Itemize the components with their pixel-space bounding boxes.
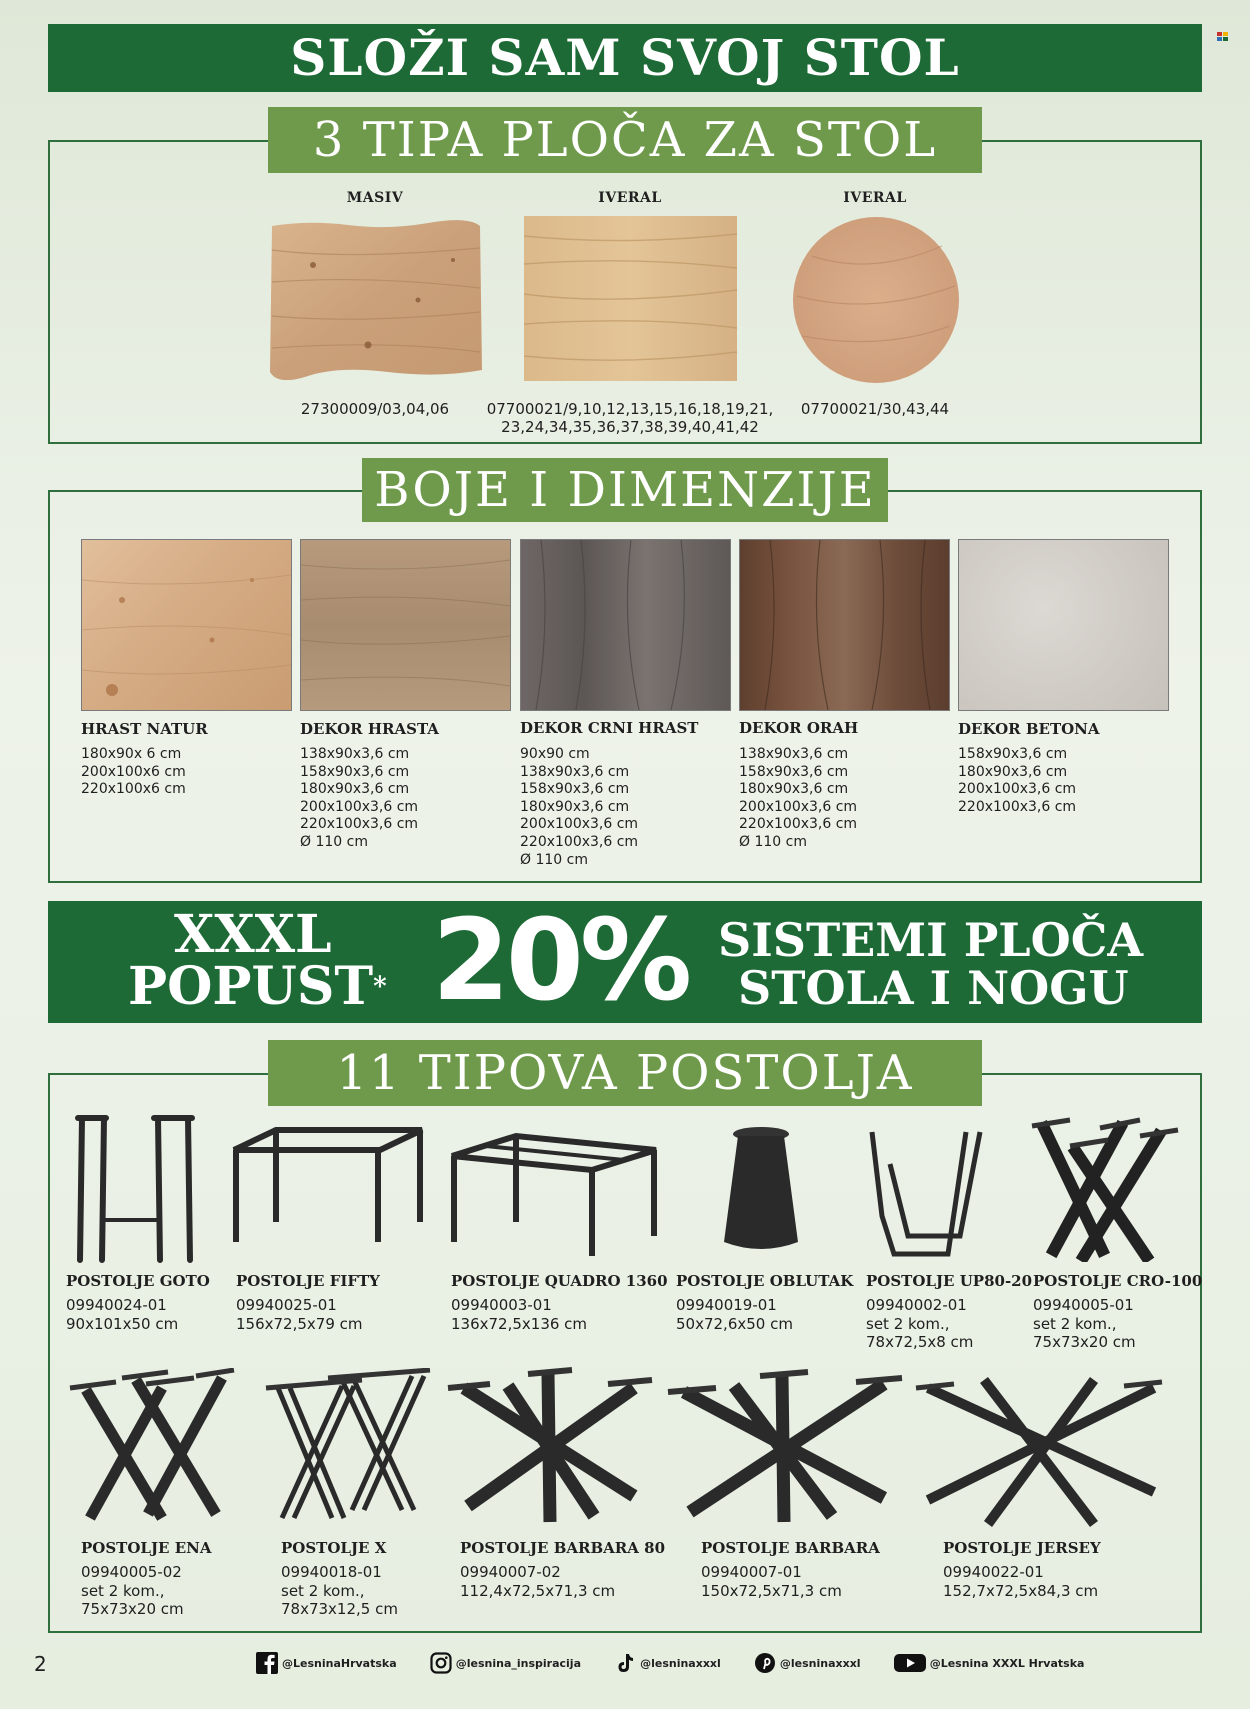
swatch-dims-dekor-orah: 138x90x3,6 cm 158x90x3,6 cm 180x90x3,6 cm 200x100x3,6 cm 220x100x3,6 cm Ø 110 cm [739,746,858,850]
leg-image-goto [66,1110,206,1265]
brand-mark-icon [1217,32,1229,42]
leg-oblutak [676,1272,853,1333]
boards-section-title-bar [268,107,982,173]
leg-name-ena: POSTOLJE ENA [81,1539,212,1557]
leg-image-fifty [228,1122,428,1252]
swatch-dekor-hrasta [300,539,511,711]
leg-code-oblutak: 09940019-01 [676,1296,777,1314]
leg-fifty [236,1272,380,1333]
leg-name-barbara-80: POSTOLJE BARBARA 80 [460,1539,666,1557]
swatch-dekor-crni-hrast [520,539,731,711]
leg-name-oblutak: POSTOLJE OBLUTAK [676,1272,854,1290]
leg-name-fifty: POSTOLJE FIFTY [236,1272,380,1290]
leg-x [281,1539,398,1619]
leg-image-barbara-80 [444,1366,654,1528]
page-header [48,24,1202,92]
leg-image-oblutak [716,1124,806,1256]
board-image-iveral-rect [524,216,737,381]
facebook-icon [256,1652,278,1674]
leg-cro-100 [1033,1272,1202,1352]
promo-banner [48,896,1202,1026]
leg-info-oblutak: 50x72,6x50 cm [676,1314,793,1333]
leg-info-x: set 2 kom., 78x73x12,5 cm [281,1581,398,1618]
swatch-name-dekor-orah: DEKOR ORAH [739,719,859,737]
promo-xxxl: XXXL [174,904,332,965]
board-image-iveral-round [792,216,960,384]
leg-name-jersey: POSTOLJE JERSEY [943,1539,1101,1557]
leg-name-cro-100: POSTOLJE CRO-100 [1033,1272,1203,1290]
leg-code-ena: 09940005-02 [81,1563,182,1581]
swatch-dekor-orah [739,539,950,711]
leg-code-jersey: 09940022-01 [943,1563,1044,1581]
board-code-iveral-rect: 07700021/9,10,12,13,15,16,18,19,21, 23,24,34,35,36,37,38,39,40,41,42 [486,400,774,436]
leg-code-goto: 09940024-01 [66,1296,167,1314]
leg-jersey [943,1539,1101,1600]
legs-section-title-bar [268,1040,982,1106]
leg-image-cro-100 [1030,1116,1180,1262]
leg-up80 [866,1272,1032,1352]
leg-code-barbara: 09940007-01 [701,1563,802,1581]
swatch-dekor-betona [958,539,1169,711]
leg-info-cro-100: set 2 kom., 75x73x20 cm [1033,1314,1136,1351]
leg-info-quadro: 136x72,5x136 cm [451,1314,588,1333]
swatch-name-dekor-betona: DEKOR BETONA [958,720,1100,738]
leg-goto [66,1272,210,1333]
leg-info-barbara-80: 112,4x72,5x71,3 cm [460,1581,616,1600]
leg-name-goto: POSTOLJE GOTO [66,1272,210,1290]
leg-code-fifty: 09940025-01 [236,1296,337,1314]
leg-info-up80: set 2 kom., 78x72,5x8 cm [866,1314,974,1351]
social-instagram[interactable] [430,1653,586,1672]
leg-info-jersey: 152,7x72,5x84,3 cm [943,1581,1099,1600]
leg-code-cro-100: 09940005-01 [1033,1296,1134,1314]
swatch-name-dekor-crni-hrast: DEKOR CRNI HRAST [520,719,699,737]
social-youtube[interactable] [894,1653,1085,1672]
leg-info-ena: set 2 kom., 75x73x20 cm [81,1581,184,1618]
swatch-dims-hrast-natur: 180x90x 6 cm 200x100x6 cm 220x100x6 cm [81,746,186,798]
swatch-dims-dekor-crni-hrast: 90x90 cm 138x90x3,6 cm 158x90x3,6 cm 180x90x3,6 cm 200x100x3,6 cm 220x100x3,6 cm Ø 110 cm [520,746,639,868]
leg-image-ena [66,1368,236,1528]
promo-percent: 20% [432,896,689,1026]
leg-barbara [701,1539,880,1600]
leg-quadro [451,1272,668,1333]
legs-section-title: 11 TIPOVA POSTOLJA [336,1045,914,1101]
swatch-hrast-natur [81,539,292,711]
swatch-dims-dekor-hrasta: 138x90x3,6 cm 158x90x3,6 cm 180x90x3,6 cm 200x100x3,6 cm 220x100x3,6 cm Ø 110 cm [300,746,419,850]
leg-image-x [262,1368,432,1528]
leg-image-jersey [914,1372,1164,1528]
leg-code-quadro: 09940003-01 [451,1296,552,1314]
board-label-iveral-round: IVERAL [843,190,907,206]
tiktok-handle: @lesninaxxxl [640,1656,721,1670]
tiktok-icon [614,1652,636,1674]
leg-image-up80 [868,1124,988,1262]
youtube-icon [894,1652,926,1674]
promo-popust: POPUST [128,956,374,1017]
social-facebook[interactable] [256,1653,402,1672]
instagram-icon [430,1652,452,1674]
page-title: SLOŽI SAM SVOJ STOL [290,28,960,87]
leg-name-x: POSTOLJE X [281,1539,387,1557]
promo-asterisk: * [373,972,387,1002]
colors-section-title: BOJE I DIMENZIJE [374,462,876,518]
social-bar [256,1652,1084,1678]
board-code-iveral-round: 07700021/30,43,44 [800,400,950,418]
page-number: 2 [34,1652,47,1676]
leg-barbara-80 [460,1539,665,1600]
leg-ena [81,1539,212,1619]
board-label-iveral-rect: IVERAL [598,190,662,206]
leg-info-goto: 90x101x50 cm [66,1314,179,1333]
leg-image-barbara [664,1366,904,1528]
promo-right-line2: STOLA I NOGU [738,961,1129,1015]
facebook-handle: @LesninaHrvatska [282,1656,397,1670]
leg-image-quadro [446,1132,661,1262]
social-tiktok[interactable] [614,1653,726,1672]
instagram-handle: @lesnina_inspiracija [455,1656,581,1670]
leg-name-up80: POSTOLJE UP80-20 [866,1272,1033,1290]
promo-right-line1: SISTEMI PLOČA [718,913,1144,967]
swatch-name-dekor-hrasta: DEKOR HRASTA [300,720,439,738]
leg-name-quadro: POSTOLJE QUADRO 1360 [451,1272,668,1290]
colors-section-title-bar [362,458,888,522]
youtube-handle: @Lesnina XXXL Hrvatska [929,1656,1085,1670]
leg-info-barbara: 150x72,5x71,3 cm [701,1581,842,1600]
swatch-dims-dekor-betona: 158x90x3,6 cm 180x90x3,6 cm 200x100x3,6 cm 220x100x3,6 cm [958,746,1077,815]
leg-code-up80: 09940002-01 [866,1296,967,1314]
board-image-masiv [268,220,484,380]
board-label-masiv: MASIV [346,190,404,206]
leg-code-barbara-80: 09940007-02 [460,1563,561,1581]
pinterest-icon [754,1652,776,1674]
boards-section-title: 3 TIPA PLOČA ZA STOL [312,112,938,168]
social-pinterest[interactable] [754,1653,866,1672]
leg-name-barbara: POSTOLJE BARBARA [701,1539,880,1557]
leg-code-x: 09940018-01 [281,1563,382,1581]
board-code-masiv: 27300009/03,04,06 [300,400,450,418]
swatch-name-hrast-natur: HRAST NATUR [81,720,208,738]
leg-info-fifty: 156x72,5x79 cm [236,1314,363,1333]
pinterest-handle: @lesninaxxxl [779,1656,861,1670]
